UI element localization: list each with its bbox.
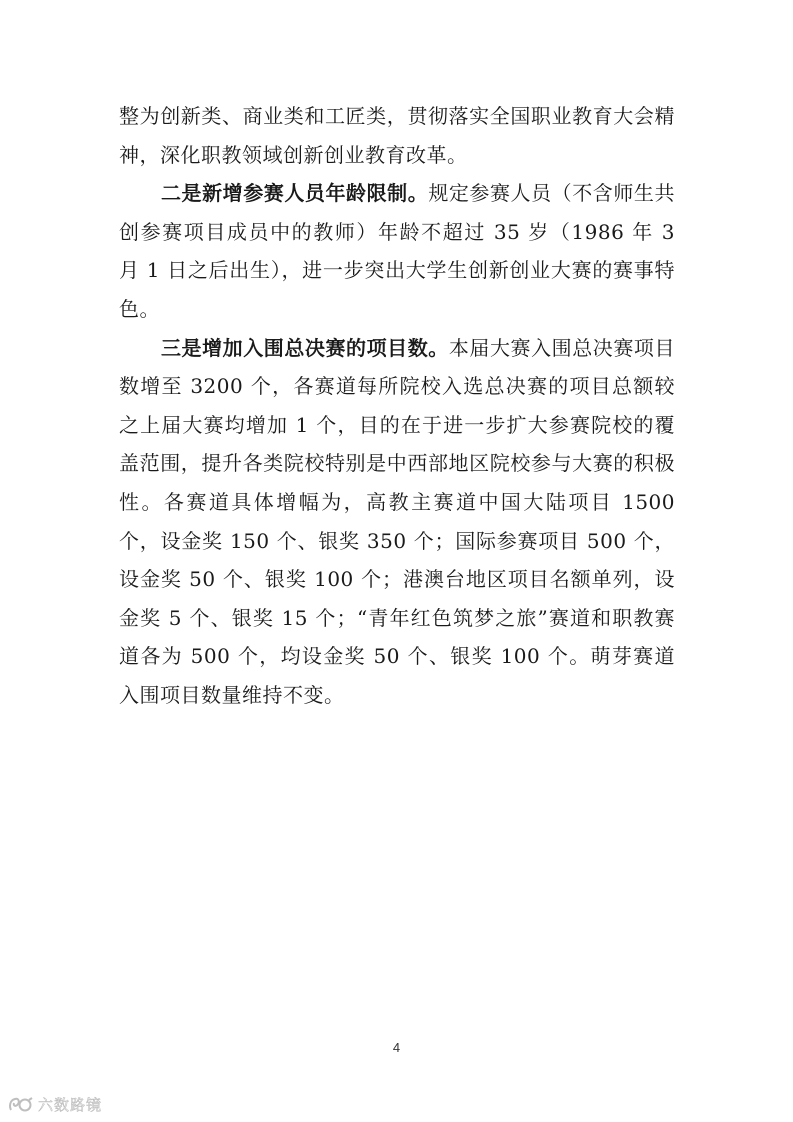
paragraph-1	[119, 97, 675, 174]
page-number: 4	[392, 1040, 401, 1055]
paragraph-2-lead: 二是新增参赛人员年龄限制。	[161, 181, 429, 206]
watermark-text: 六数路镜	[38, 1096, 103, 1114]
paragraph-3	[119, 329, 675, 715]
watermark	[8, 1094, 102, 1115]
paragraph-1-text: 整为创新类、商业类和工匠类，贯彻落实全国职业教育大会精神，深化职教领域创新创业教育改革。	[119, 104, 675, 167]
logo-icon	[8, 1096, 34, 1114]
document-body	[119, 97, 675, 715]
paragraph-3-lead: 三是增加入围总决赛的项目数。	[161, 335, 449, 360]
paragraph-2	[119, 174, 675, 328]
paragraph-2-text: 规定参赛人员（不含师生共创参赛项目成员中的教师）年龄不超过 35 岁（1986 年 3 月 1 日之后出生），进一步突出大学生创新创业大赛的赛事特色。	[119, 181, 675, 321]
paragraph-3-text: 本届大赛入围总决赛项目数增至 3200 个，各赛道每所院校入选总决赛的项目总额较之上届大赛均增加 1 个，目的在于进一步扩大参赛院校的覆盖范围，提升各类院校特别是中西部地区院校参与大赛的积极性。各赛道具体增幅为，高教主赛道中国大陆项目 1500 个，设金奖 150 个、银奖 350 个；国际参赛项目 500 个，设金奖 50 个、银奖 100 个；港澳台地区项目名额单列，设金奖 5 个、银奖 15 个；“青年红色筑梦之旅”赛道和职教赛道各为 500 个，均设金奖 50 个、银奖 100 个。萌芽赛道入围项目数量维持不变。	[119, 335, 675, 707]
